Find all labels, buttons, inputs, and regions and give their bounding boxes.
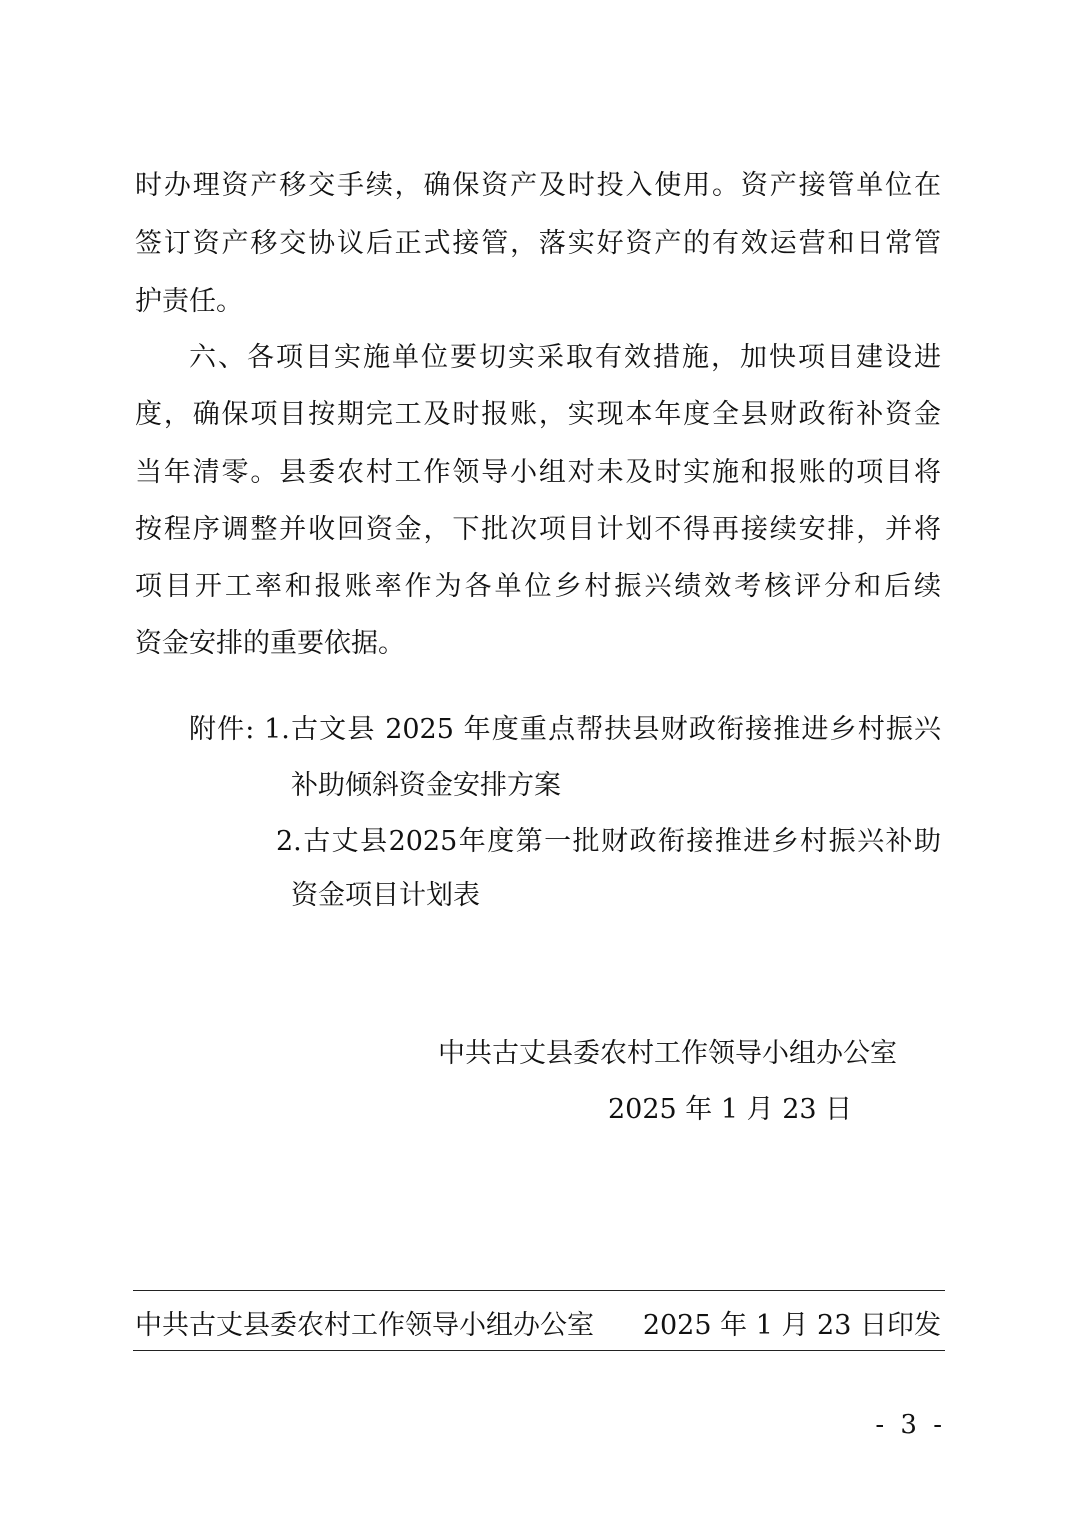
attachment-line-2: 补助倾斜资金安排方案	[291, 770, 561, 801]
attachment-line-4: 资金项目计划表	[291, 880, 480, 911]
footer-bottom-rule	[133, 1350, 945, 1351]
signature-date: 2025 年 1 月 23 日	[608, 1094, 853, 1125]
body-line-8: 项目开工率和报账率作为各单位乡村振兴绩效考核评分和后续	[135, 571, 941, 602]
body-line-9: 资金安排的重要依据。	[135, 628, 405, 659]
body-line-5: 度，确保项目按期完工及时报账，实现本年度全县财政衔补资金	[135, 399, 941, 430]
body-line-6: 当年清零。县委农村工作领导小组对未及时实施和报账的项目将	[135, 457, 941, 488]
page-number: - 3 -	[875, 1410, 946, 1440]
footer-issuer: 中共古丈县委农村工作领导小组办公室	[135, 1310, 594, 1341]
body-line-7: 按程序调整并收回资金，下批次项目计划不得再接续安排，并将	[135, 514, 941, 545]
signature-org: 中共古丈县委农村工作领导小组办公室	[438, 1038, 897, 1069]
body-line-2: 签订资产移交协议后正式接管，落实好资产的有效运营和日常管	[135, 228, 941, 259]
attachment-line-3: 2.古丈县2025年度第一批财政衔接推进乡村振兴补助	[276, 826, 941, 857]
attachment-line-1: 附件: 1.古文县 2025 年度重点帮扶县财政衔接推进乡村振兴	[189, 714, 941, 745]
footer-date: 2025 年 1 月 23 日印发	[642, 1310, 941, 1341]
body-line-1: 时办理资产移交手续，确保资产及时投入使用。资产接管单位在	[135, 170, 941, 201]
body-line-3: 护责任。	[135, 286, 243, 317]
footer-top-rule	[133, 1290, 945, 1291]
body-line-4: 六、各项目实施单位要切实采取有效措施，加快项目建设进	[189, 342, 941, 373]
